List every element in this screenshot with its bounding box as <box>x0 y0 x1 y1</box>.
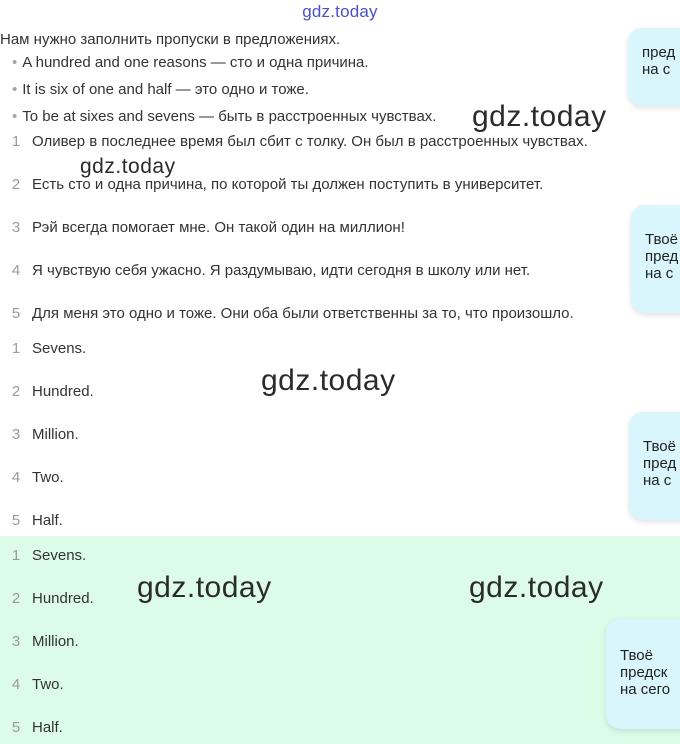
promo-card[interactable]: Твоё предск на сего <box>606 619 680 729</box>
site-header[interactable]: gdz.today <box>302 2 378 21</box>
sentence-row: 4 Я чувствую себя ужасно. Я раздумываю, идти сегодня в школу или нет. <box>11 262 531 279</box>
watermark: gdz.today <box>469 571 604 604</box>
answer-row: 4 Two. <box>11 469 64 486</box>
bullet-dot-icon: • <box>12 108 18 125</box>
highlighted-answer-row: 1 Sevens. <box>11 547 87 564</box>
sentence-row: 5 Для меня это одно и тоже. Они оба были ответственны за то, что произошло. <box>11 305 574 322</box>
bullet-item: • It is six of one and half — это одно и тоже. <box>12 81 309 98</box>
highlighted-answer-row: 3 Million. <box>11 633 79 650</box>
promo-card[interactable]: пред на с <box>628 28 680 106</box>
highlighted-answer-row: 2 Hundred. <box>11 590 94 607</box>
watermark: gdz.today <box>80 155 176 178</box>
sentence-row: 2 Есть сто и одна причина, по которой ты должен поступить в университет. <box>11 176 544 193</box>
highlighted-answer-row: 5 Half. <box>11 719 63 736</box>
bullet-dot-icon: • <box>12 81 18 98</box>
watermark: gdz.today <box>472 100 607 133</box>
answer-row: 5 Half. <box>11 512 63 529</box>
answer-row: 2 Hundred. <box>11 383 94 400</box>
bullet-dot-icon: • <box>12 54 18 71</box>
sentence-row: 1 Оливер в последнее время был сбит с толку. Он был в расстроенных чувствах. <box>11 133 588 150</box>
bullet-item: • A hundred and one reasons — сто и одна причина. <box>12 54 369 71</box>
watermark: gdz.today <box>261 364 396 397</box>
highlighted-answers-block <box>0 536 680 744</box>
promo-card[interactable]: Твоё пред на с <box>631 205 680 313</box>
task-intro: Нам нужно заполнить пропуски в предложениях. <box>0 31 341 48</box>
answer-row: 1 Sevens. <box>11 340 87 357</box>
watermark: gdz.today <box>137 571 272 604</box>
answer-row: 3 Million. <box>11 426 79 443</box>
sentence-row: 3 Рэй всегда помогает мне. Он такой один на миллион! <box>11 219 405 236</box>
bullet-item: • To be at sixes and sevens — быть в расстроенных чувствах. <box>12 108 437 125</box>
highlighted-answer-row: 4 Two. <box>11 676 64 693</box>
promo-card[interactable]: Твоё пред на с <box>629 412 680 520</box>
